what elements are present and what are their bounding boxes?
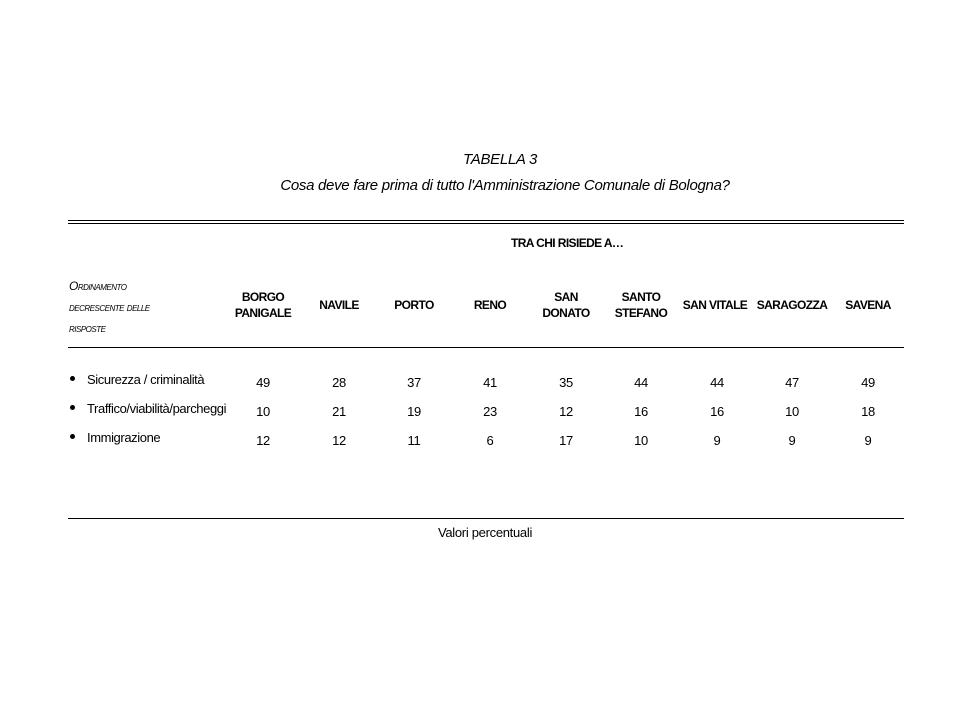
col-header-savena xyxy=(828,297,908,313)
table-cell: 49 xyxy=(861,375,875,390)
bottom-rule xyxy=(68,518,904,519)
col-header-line2: PANIGALE xyxy=(234,306,292,320)
row-header-line-3: risposte xyxy=(69,321,106,335)
top-double-rule-2 xyxy=(68,223,904,224)
col-header-line2: STEFANO xyxy=(614,306,668,320)
col-header-line1: SARAGOZZA xyxy=(756,298,828,312)
table-subtitle: Cosa deve fare prima di tutto l'Amministrazione Comunale di Bologna? xyxy=(280,177,730,194)
table-title: TABELLA 3 xyxy=(462,151,537,168)
col-header-san-donato xyxy=(526,289,606,321)
col-header-santo-stefano xyxy=(601,289,681,321)
col-header-saragozza xyxy=(752,297,832,313)
table-cell: 9 xyxy=(864,433,872,448)
header-divider-rule xyxy=(68,347,904,348)
row-header-line-2: decrescente delle xyxy=(69,300,150,314)
table-cell: 12 xyxy=(256,433,270,448)
col-header-line1: NAVILE xyxy=(319,298,359,312)
table-cell: 12 xyxy=(332,433,346,448)
row-header-line-1: Ordinamento xyxy=(69,279,127,293)
table-cell: 35 xyxy=(559,375,573,390)
table-cell: 44 xyxy=(634,375,648,390)
table-cell: 47 xyxy=(785,375,799,390)
table-cell: 18 xyxy=(861,404,875,419)
bullet-icon xyxy=(70,434,75,439)
row-label-traffico xyxy=(70,401,226,416)
col-header-line1: RENO xyxy=(473,298,507,312)
col-header-san-vitale xyxy=(675,297,755,313)
table-cell: 17 xyxy=(559,433,573,448)
table-cell: 11 xyxy=(407,433,421,448)
table-cell: 9 xyxy=(713,433,721,448)
col-header-porto xyxy=(374,297,454,313)
row-label-sicurezza xyxy=(70,372,204,387)
row-header-label xyxy=(69,276,150,339)
table-cell: 19 xyxy=(407,404,421,419)
top-double-rule-1 xyxy=(68,220,904,221)
col-header-line1: PORTO xyxy=(394,298,434,312)
table-cell: 10 xyxy=(634,433,648,448)
col-header-reno xyxy=(450,297,530,313)
table-cell: 23 xyxy=(483,404,497,419)
col-header-line1: SAN VITALE xyxy=(682,298,748,312)
row-label-text: Immigrazione xyxy=(87,430,161,445)
col-header-line1: SAVENA xyxy=(845,298,891,312)
table-cell: 10 xyxy=(256,404,270,419)
table-cell: 37 xyxy=(407,375,421,390)
footer-note: Valori percentuali xyxy=(437,525,533,540)
table-cell: 28 xyxy=(332,375,346,390)
table-cell: 21 xyxy=(332,404,346,419)
table-cell: 10 xyxy=(785,404,799,419)
table-cell: 6 xyxy=(486,433,494,448)
table-cell: 9 xyxy=(788,433,796,448)
row-label-text: Sicurezza / criminalità xyxy=(87,372,205,387)
col-header-line1: BORGO xyxy=(241,290,285,304)
row-label-immigrazione xyxy=(70,430,160,445)
col-header-line1: SAN xyxy=(554,290,578,304)
bullet-icon xyxy=(70,376,75,381)
col-header-line1: SANTO xyxy=(621,290,661,304)
row-label-text: Traffico/viabilità/parcheggi xyxy=(87,401,227,416)
col-header-navile xyxy=(299,297,379,313)
col-header-line2: DONATO xyxy=(542,306,590,320)
table-cell: 16 xyxy=(634,404,648,419)
table-cell: 49 xyxy=(256,375,270,390)
bullet-icon xyxy=(70,405,75,410)
group-header: TRA CHI RISIEDE A… xyxy=(511,236,624,250)
col-header-borgo-panigale xyxy=(223,289,303,321)
table-cell: 44 xyxy=(710,375,724,390)
table-cell: 41 xyxy=(483,375,497,390)
table-cell: 12 xyxy=(559,404,573,419)
table-cell: 16 xyxy=(710,404,724,419)
